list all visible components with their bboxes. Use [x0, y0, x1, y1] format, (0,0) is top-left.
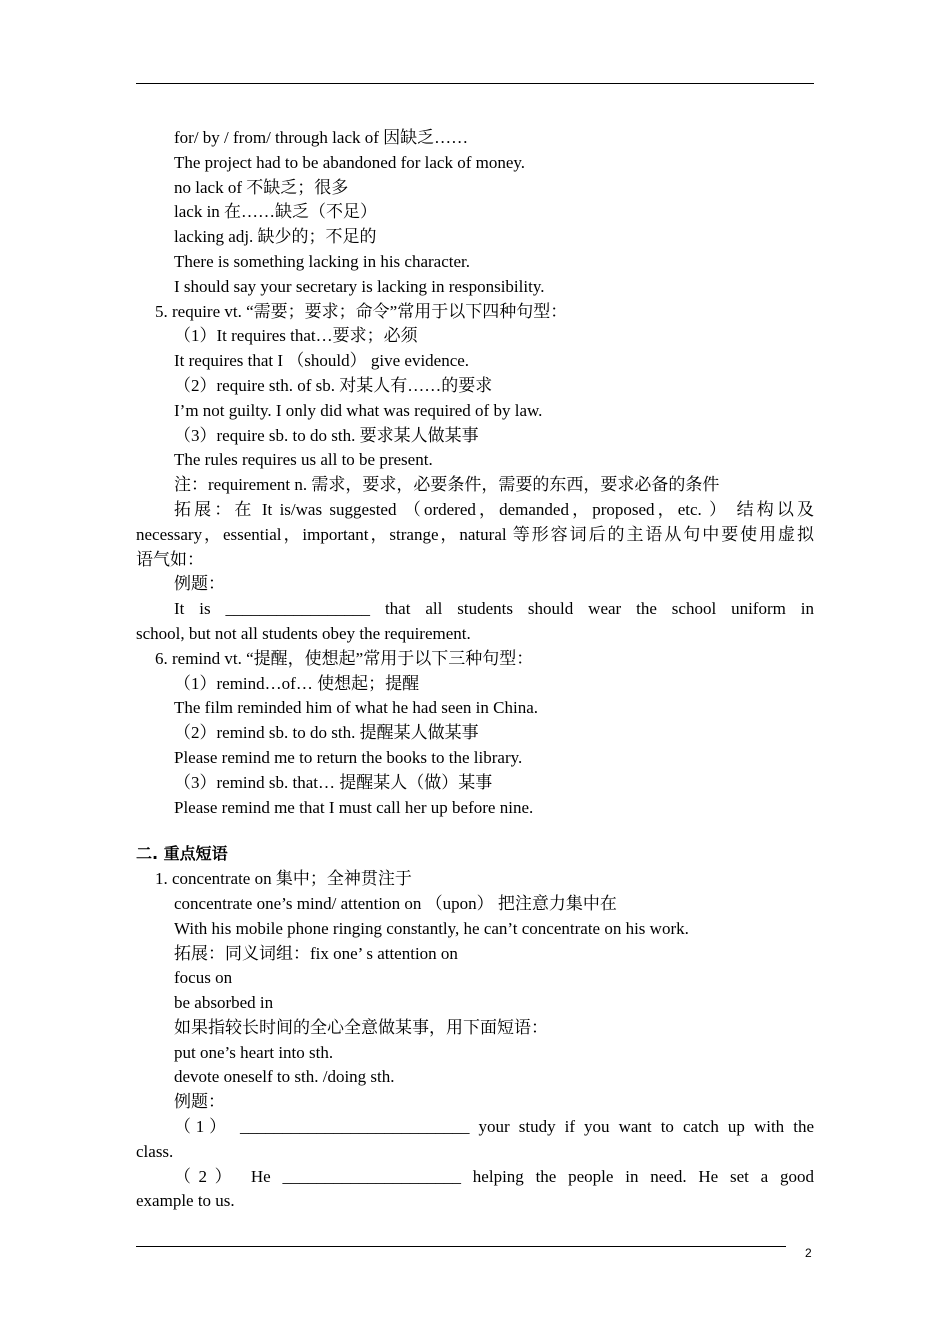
phrase-notes: [136, 867, 814, 1214]
text-line: （2）require sth. of sb. 对某人有……的要求: [174, 375, 493, 395]
text-line: 5. require vt. “需要；要求；命令”常用于以下四种句型：: [155, 301, 568, 321]
text-line: There is something lacking in his character.: [174, 251, 470, 271]
text-line: The project had to be abandoned for lack of money.: [174, 152, 526, 172]
text-line: class.: [136, 1141, 174, 1161]
text-line: （1）remind…of… 使想起；提醒: [174, 673, 420, 693]
page-number: 2: [805, 1246, 812, 1260]
section-heading: 二. 重点短语: [136, 844, 228, 864]
text-line: lack in 在……缺乏（不足）: [174, 202, 378, 222]
text-line: for/ by / from/ through lack of 因缺乏……: [174, 128, 469, 147]
text-line: 1. concentrate on 集中；全神贯注于: [155, 869, 412, 889]
text-line: example to us.: [136, 1191, 235, 1211]
document-body: [136, 126, 814, 1214]
text-line: devote oneself to sth. /doing sth.: [174, 1067, 395, 1087]
header-rule: [136, 83, 814, 84]
text-line: It is _________________ that all students should wear the school uniform in: [174, 599, 814, 619]
text-line: 例题：: [174, 1092, 225, 1112]
text-line: no lack of 不缺乏；很多: [174, 177, 349, 197]
text-line: 拓展：在 It is/was suggested （ordered，demanded，proposed，etc. ） 结构以及: [174, 499, 814, 519]
text-line: focus on: [174, 968, 233, 988]
text-line: lacking adj. 缺少的；不足的: [174, 227, 377, 247]
text-line: The film reminded him of what he had seen in China.: [174, 698, 538, 718]
text-line: 6. remind vt. “提醒，使想起”常用于以下三种句型：: [155, 648, 534, 668]
text-line: （1）It requires that…要求；必须: [174, 326, 418, 346]
text-line: 拓展：同义词组：fix one’ s attention on: [174, 943, 458, 963]
text-line: （3）remind sb. that… 提醒某人（做）某事: [174, 772, 493, 792]
vocabulary-notes: [136, 126, 814, 820]
text-line: concentrate one’s mind/ attention on （upon） 把注意力集中在: [174, 893, 617, 913]
text-line: be absorbed in: [174, 993, 274, 1013]
text-line: （3）require sb. to do sth. 要求某人做某事: [174, 425, 479, 445]
text-line: （2）remind sb. to do sth. 提醒某人做某事: [174, 723, 479, 743]
text-line: It requires that I （should） give evidence.: [174, 351, 470, 371]
text-line: I should say your secretary is lacking in responsibility.: [174, 276, 545, 296]
text-line: With his mobile phone ringing constantly, he can’t concentrate on his work.: [174, 918, 689, 938]
footer-rule: [136, 1246, 786, 1247]
text-line: 语气如：: [136, 549, 204, 569]
text-line: Please remind me that I must call her up before nine.: [174, 797, 534, 817]
text-line: The rules requires us all to be present.: [174, 450, 433, 470]
text-line: （2） He _____________________ helping the people in need. He set a good: [174, 1166, 814, 1186]
text-line: Please remind me to return the books to the library.: [174, 747, 523, 767]
text-line: school, but not all students obey the requirement.: [136, 623, 471, 643]
text-line: necessary，essential，important，strange，natural 等形容词后的主语从句中要使用虚拟: [136, 524, 814, 544]
text-line: 例题：: [174, 574, 225, 594]
text-line: I’m not guilty. I only did what was required of by law.: [174, 400, 543, 420]
text-line: （1） ___________________________ your study if you want to catch up with the: [174, 1117, 814, 1137]
text-line: 如果指较长时间的全心全意做某事，用下面短语：: [174, 1017, 548, 1037]
text-line: 注：requirement n. 需求，要求，必要条件，需要的东西，要求必备的条件: [174, 475, 720, 495]
section-gap: [136, 820, 814, 842]
text-line: put one’s heart into sth.: [174, 1042, 334, 1062]
